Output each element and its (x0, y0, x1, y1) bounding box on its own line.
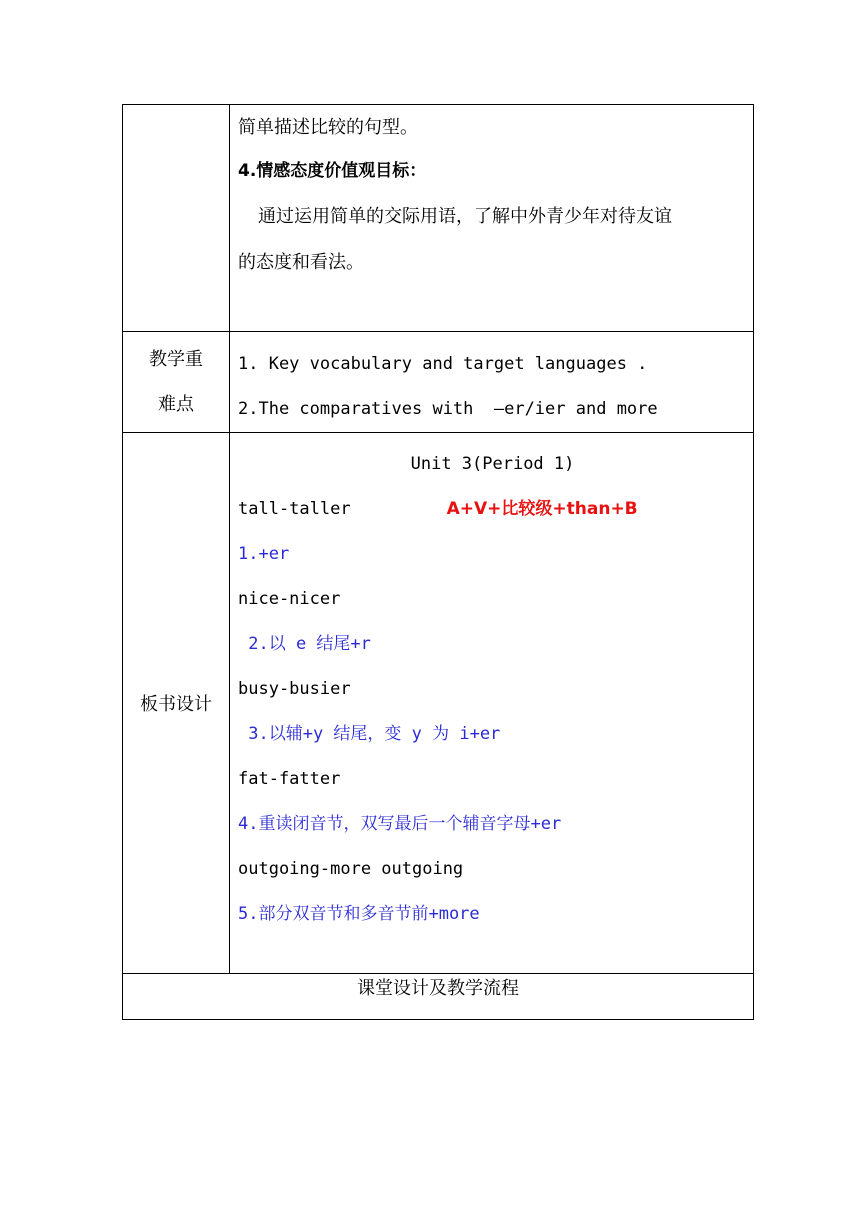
example-5: outgoing-more outgoing (238, 859, 464, 879)
classroom-design-title: 课堂设计及教学流程 (123, 974, 754, 1020)
comparative-formula: A+V+比较级+than+B (446, 499, 638, 519)
key-points-label-line-2: 难点 (158, 394, 194, 415)
lesson-plan-table (122, 104, 754, 1020)
key-point-1: 1. Key vocabulary and target languages . (238, 354, 648, 374)
blackboard-label: 板书设计 (123, 433, 230, 974)
example-3: busy-busier (238, 679, 351, 699)
rule-4: 4.重读闭音节，双写最后一个辅音字母+er (238, 814, 562, 834)
key-points-label (123, 332, 230, 433)
rule-5: 5.部分双音节和多音节前+more (238, 904, 480, 924)
emotional-goals-heading: 4.情感态度价值观目标： (238, 161, 427, 181)
key-points-label-line-1: 教学重 (149, 349, 203, 370)
example-4: fat-fatter (238, 769, 341, 789)
key-point-2: 2.The comparatives with –er/ier and more (238, 399, 658, 419)
classroom-design-row (123, 974, 754, 1020)
blackboard-row (123, 433, 754, 974)
objectives-line-3: 通过运用简单的交际用语，了解中外青少年对待友谊 (258, 206, 672, 227)
example-1: tall-taller (238, 499, 351, 519)
key-points-content (230, 332, 754, 433)
example-2: nice-nicer (238, 589, 341, 609)
objectives-content-cell (230, 105, 754, 332)
blackboard-content (230, 433, 754, 974)
rule-3: 3.以辅+y 结尾，变 y 为 i+er (238, 724, 501, 744)
rule-1: 1.+er (238, 544, 290, 564)
objectives-line-1: 简单描述比较的句型。 (238, 117, 418, 138)
blackboard-title: Unit 3(Period 1) (410, 454, 575, 474)
rule-2: 2.以 e 结尾+r (238, 634, 371, 654)
example-row-1 (238, 487, 747, 532)
objectives-row (123, 105, 754, 332)
objectives-line-4: 的态度和看法。 (238, 252, 364, 273)
objectives-label-cell (123, 105, 230, 332)
key-points-row (123, 332, 754, 433)
